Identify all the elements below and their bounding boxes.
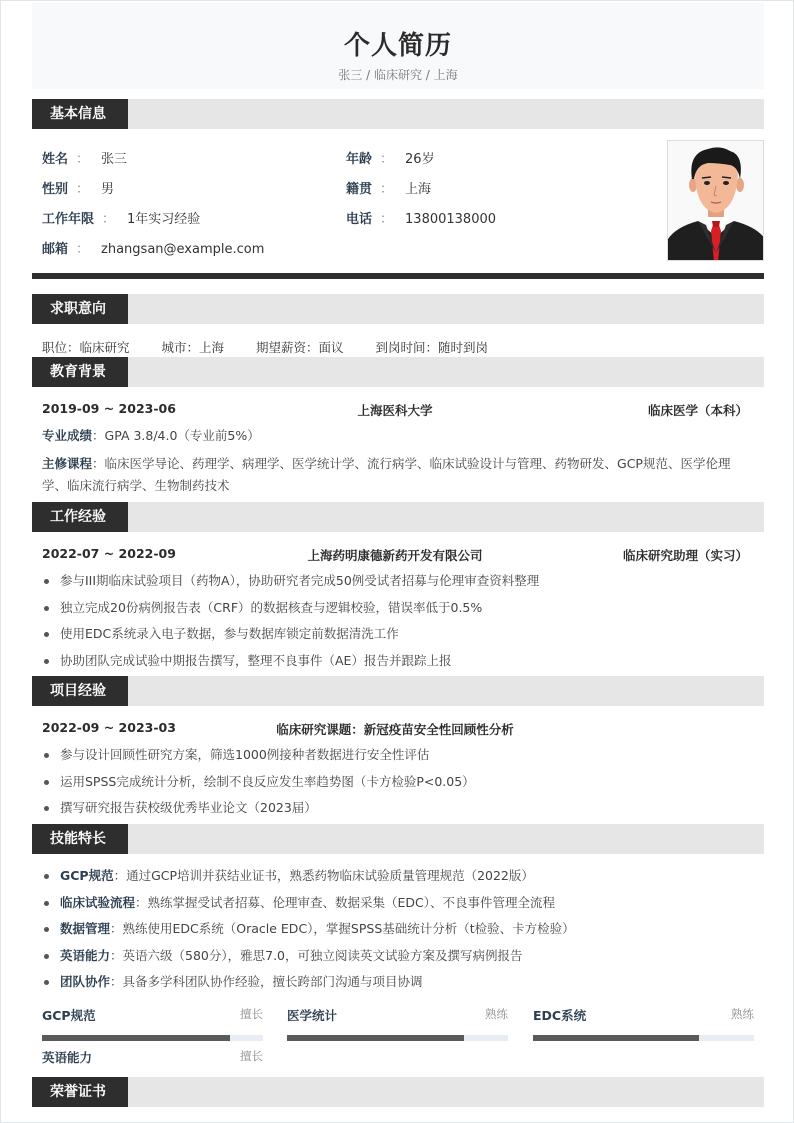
section-title: 基本信息 [32,99,128,129]
skill-bar-name: 医学统计 [287,1008,338,1023]
skill-label: 数据管理 [60,921,111,936]
section-header-education [32,357,764,387]
list-item: 使用EDC系统录入电子数据，参与数据库锁定前数据清洗工作 [42,624,754,651]
education-courses [42,453,754,497]
profile-photo [667,140,764,261]
list-item: 独立完成20份病例报告表（CRF）的数据核查与逻辑校验，错误率低于0.5% [42,598,754,625]
job-intent-row [42,338,516,356]
skill-bar-fill [42,1035,230,1041]
section-title: 技能特长 [32,824,128,854]
project-header-row [42,720,748,738]
education-major: 临床医学（本科） [647,403,748,418]
list-item: 协助团队完成试验中期报告撰写，整理不良事件（AE）报告并跟踪上报 [42,651,754,678]
skill-label: 英语能力 [60,947,111,963]
skill-bar-edc [533,1006,754,1046]
info-value: 张三 [101,152,128,167]
work-header-row [42,546,748,564]
section-title: 求职意向 [32,294,128,324]
education-school: 上海医科大学 [357,403,433,418]
info-value: 上海 [405,182,432,197]
intent-city: 城市：上海 [161,340,225,355]
skills-bullet-list [42,866,754,999]
skill-label: GCP规范 [60,868,114,883]
education-header-row [42,401,748,419]
info-label: 电话 [346,212,373,227]
skill-bar-level: 擅长 [240,1007,263,1021]
list-item: 撰写研究报告获校级优秀毕业论文（2023届） [42,798,754,825]
skill-bar-level: 熟练 [485,1007,508,1021]
list-item: 运用SPSS完成统计分析，绘制不良反应发生率趋势图（卡方检验P<0.05） [42,772,754,799]
section-header-skills [32,824,764,854]
skill-bar-track [42,1035,263,1041]
section-title: 荣誉证书 [32,1077,128,1107]
list-item: 英语能力：英语六级（580分），雅思7.0，可独立阅读英文试验方案及撰写病例报告 [42,946,754,973]
info-hometown: 籍贯 ： 上海 [346,182,432,197]
page-subtitle: 张三 / 临床研究 / 上海 [338,68,458,82]
skill-bar-name: GCP规范 [42,1008,96,1023]
skill-bar-stats [287,1006,508,1046]
section-title: 项目经验 [32,676,128,706]
page-title: 个人简历 [343,31,452,61]
info-years: 工作年限 ： 1年实习经验 [42,212,201,227]
info-value: 1年实习经验 [127,212,201,227]
section-header-basic [32,99,764,129]
info-label: 邮箱 [42,242,69,257]
info-label: 姓名 [42,152,69,167]
list-item: 临床试验流程：熟练掌握受试者招募、伦理审查、数据采集（EDC）、不良事件管理全流程 [42,893,754,920]
section-header-project [32,676,764,706]
info-age: 年龄 ： 26岁 [346,152,435,167]
work-period: 2022-07 ~ 2022-09 [42,546,176,561]
resume-header [32,3,764,89]
info-gender: 性别 ： 男 [42,182,115,197]
skill-bar-name: EDC系统 [533,1008,587,1023]
skill-bar-fill [533,1035,699,1041]
intent-salary: 期望薪资：面议 [256,340,344,355]
info-value: zhangsan@example.com [101,242,265,257]
list-item: 参与设计回顾性研究方案，筛选1000例接种者数据进行安全性评估 [42,745,754,772]
gpa-label: 专业成绩 [42,428,93,443]
section-header-work [32,502,764,532]
gpa-value: ：GPA 3.8/4.0（专业前5%） [92,428,260,443]
info-label: 籍贯 [346,182,373,197]
work-bullet-list [42,571,754,677]
info-name: 姓名 ： 张三 [42,152,128,167]
project-name: 临床研究课题：新冠疫苗安全性回顾性分析 [276,722,514,737]
work-role: 临床研究助理（实习） [622,548,748,563]
info-label: 工作年限 [42,212,95,227]
courses-label: 主修课程 [42,456,93,471]
project-period: 2022-09 ~ 2023-03 [42,720,176,735]
skill-bar-fill [287,1035,464,1041]
education-period: 2019-09 ~ 2023-06 [42,401,176,416]
section-divider [32,273,764,279]
intent-availability: 到岗时间：随时到岗 [375,340,489,355]
skill-bar-gcp [42,1006,263,1046]
education-gpa [42,425,754,447]
info-email: 邮箱 ： zhangsan@example.com [42,242,265,257]
work-company: 上海药明康德新药开发有限公司 [307,548,483,563]
skill-bar-level: 熟练 [731,1007,754,1021]
list-item: GCP规范：通过GCP培训并获结业证书，熟悉药物临床试验质量管理规范（2022版） [42,866,754,893]
info-phone: 电话 ： 13800138000 [346,212,497,227]
skill-bar-track [287,1035,508,1041]
info-value: 13800138000 [405,212,497,227]
skill-label: 临床试验流程 [60,894,136,910]
courses-value: ：临床医学导论、药理学、病理学、医学统计学、流行病学、临床试验设计与管理、药物研发、GCP规范、医学伦理学、临床流行病学、生物制药技术 [42,456,731,493]
project-bullet-list [42,745,754,825]
skill-bar-track [533,1035,754,1041]
info-value: 26岁 [405,152,435,167]
info-label: 年龄 [346,152,373,167]
info-value: 男 [101,182,115,197]
avatar-illustration-icon [668,141,764,261]
section-title: 工作经验 [32,502,128,532]
skill-bar-level: 擅长 [240,1049,263,1063]
skill-label: 团队协作 [60,974,111,989]
section-header-intent [32,294,764,324]
section-header-honors [32,1077,764,1107]
list-item: 数据管理：熟练使用EDC系统（Oracle EDC），掌握SPSS基础统计分析（t检验、卡方检验） [42,919,754,946]
section-title: 教育背景 [32,357,128,387]
intent-position: 职位：临床研究 [42,340,130,355]
skill-bar-name: 英语能力 [42,1050,93,1065]
list-item: 参与III期临床试验项目（药物A），协助研究者完成50例受试者招募与伦理审查资料整理 [42,571,754,598]
info-label: 性别 [42,182,69,197]
list-item: 团队协作：具备多学科团队协作经验，擅长跨部门沟通与项目协调 [42,972,754,999]
